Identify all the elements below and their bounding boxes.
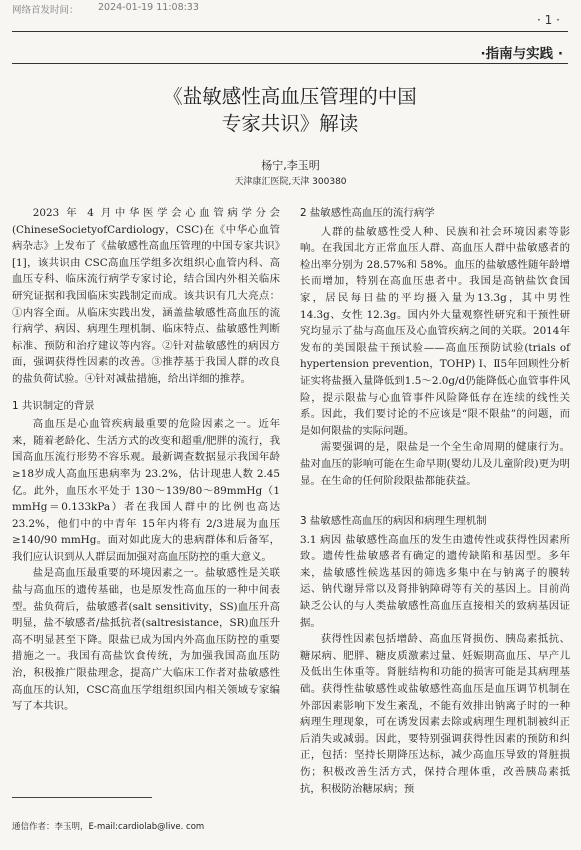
right-column [300,205,570,797]
footnote: 通信作者：李玉明，E-mail:cardiolab@live. com [12,822,205,832]
paragraph: 3.1 病因 盐敏感性高血压的发生由遗传性或获得性因素所致。遗传性盐敏感者有确定的遗传缺陷和基因型。多年来，盐敏感性候选基因的筛选多集中在与钠离子的膜转运、钠代谢异常以及肾排钠障碍等有关的基因上。目前尚缺乏公认的与人类盐敏感性高血压直接相关的致病基因证据。 [300,533,570,629]
section-rule [12,63,568,64]
paragraph: 人群的盐敏感性受人种、民族和社会环境因素等影响。在我国北方正常血压人群、高血压人群中盐敏感者的检出率分别为 28.57%和 58%。血压的盐敏感性随年龄增长而增加，特别在高血压患者中。我国是高钠盐饮食国家，居民每日盐的平均摄入量为13.3g，其中男性 14.3g、女性 12.3g。国内外大量观察性研究和干预性研究均显示了盐与高血压及心血管疾病之间的关联。2014年发布的美国限盐干预试验——高血压预防试验(trials of hypertension prevention，TOHP) Ⅰ、Ⅱ5年回顾性分析证实将盐摄入量降低到1.5～2.0g/d仍能降低心血管事件风险，提示限盐与心血管事件风险降低存在连续的线性关系。因此，我们要讨论的不应该是“限不限盐”的问题，而是如何限盐的实际问题。 [300,225,570,437]
paragraph: 需要强调的是，限盐是一个全生命周期的健康行为。盐对血压的影响可能在生命早期(婴幼儿及儿童阶段)更为明显。在生命的任何阶段限盐都能获益。 [300,441,570,487]
header-rule [12,31,568,32]
title-line-1: 《盐敏感性高血压管理的中国 [163,85,417,108]
title-line-2: 专家共识》解读 [221,112,359,135]
paragraph: 盐是高血压最重要的环境因素之一。盐敏感性是关联盐与高血压的遗传基础，也是原发性高血压的一种中间表型。盐负荷后，盐敏感者(salt sensitivity，SS)血压升高明显，盐不敏感者/盐抵抗者(saltresistance，SR)血压升高不明显甚至下降。限盐已成为国内外高血压防控的重要措施之一。我国有高盐饮食传统，为加强我国高血压防治，积极推广限盐理念，提高广大临床工作者对盐敏感性高血压的认知，CSC高血压学组组织国内相关领域专家编写了本共识。 [12,567,280,713]
top-bar [0,0,581,14]
paragraph: 高血压是心血管疾病最重要的危险因素之一。近年来，随着老龄化、生活方式的改变和超重/肥胖的流行，我国高血压流行形势不容乐观。最新调查数据显示我国年龄≥18岁成人高血压患病率为 23.2%，估计现患人数 2.45亿。此外，血压水平处于 130～139/80～89mmHg（1 mmHg＝0.133kPa）者在我国人群中的比例也高达 23.2%，他们中的中青年 15年内将有 2/3进展为血压≥140/90 mmHg。面对如此庞大的患病群体和后备军，我们应认识到从人群层面加强对高血压防控的重大意义。 [12,418,280,563]
section-heading: 3 盐敏感性高血压的病因和病理生理机制 [300,515,487,528]
left-column [12,205,280,715]
page-number: · 1 · [537,13,560,27]
source-label: 网络首发时间： [12,5,79,16]
section-heading: 1 共识制定的背景 [12,399,95,412]
paragraph: 获得性因素包括增龄、高血压肾损伤、胰岛素抵抗、糖尿病、肥胖、糖皮质激素过量、妊娠期高血压、早产儿及低出生体重等。肾脏结构和功能的损害可能是其病理基础。获得性盐敏感性或盐敏感性高血压是血压调节机制在外部因素影响下发生紊乱，不能有效排出钠离子时的一种病理生理现象，可在诱发因素去除或病理生理机制被纠正后消失或减弱。因此，要特别强调获得性因素的预防和纠正，包括：坚持长期降压达标，减少高血压导致的肾脏损伤；积极改善生活方式，保持合理体重，改善胰岛素抵抗，积极防治糖尿病；预 [300,633,570,795]
affiliation: 天津康汇医院,天津 300380 [234,177,347,187]
publish-time: 2024-01-19 11:08:33 [98,2,199,13]
section-tag: ·指南与实践 · [480,46,563,62]
paragraph: 2023 年 4 月中华医学会心血管病学分会(ChineseSocietyofCardiology，CSC)在《中华心血管病杂志》上发布了《盐敏感性高血压管理的中国专家共识》[1]，该共识由 CSC高血压学组多次组织心血管内科、高血压专科、临床流行病学专家讨论，结合国内外相关临床研究证据和我国临床实践制定而成。该共识有几大亮点：①内容全面。从临床实践出发，涵盖盐敏感性高血压的流行病学、病因、病理生理机制、临床特点、盐敏感性判断标准、预防和治疗建议等内容。②针对盐敏感性的病因方面，强调获得性因素的改善。③推荐基于我国人群的改良的盐负荷试验。④针对减盐措施，给出详细的推荐。 [12,207,280,385]
spacer [300,489,570,503]
section-heading: 2 盐敏感性高血压的流行病学 [300,207,435,219]
footnote-rule [12,797,152,798]
authors: 杨宁,李玉明 [261,159,320,172]
